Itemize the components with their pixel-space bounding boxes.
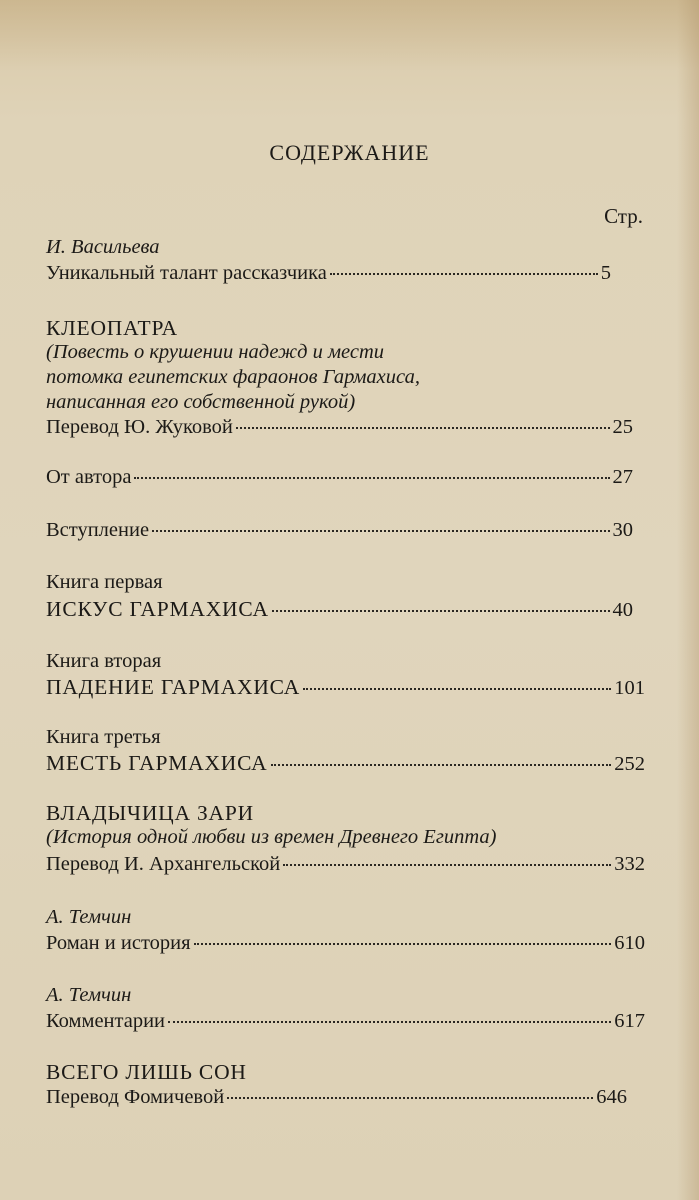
toc-entry[interactable] — [46, 1010, 645, 1033]
toc-entry-title: Перевод Фомичевой — [46, 1086, 225, 1108]
toc-entry[interactable] — [46, 597, 633, 622]
toc-section-subtitle: потомка египетских фараонов Гармахиса, — [46, 366, 420, 388]
toc-entry[interactable] — [46, 262, 611, 285]
toc-book-label: Книга третья — [46, 726, 161, 748]
toc-entry-title: Перевод И. Архангельской — [46, 853, 281, 875]
toc-entry-page: 30 — [612, 519, 633, 541]
toc-entry-page: 610 — [614, 932, 645, 954]
toc-section-subtitle: написанная его собственной рукой) — [46, 391, 356, 413]
toc-entry[interactable] — [46, 853, 645, 876]
toc-entry-page: 27 — [612, 466, 633, 488]
page-column-label: Стр. — [604, 204, 643, 228]
toc-entry-title: ПАДЕНИЕ ГАРМАХИСА — [46, 675, 301, 699]
toc-entry-page: 646 — [596, 1086, 627, 1108]
toc-entry-title: Комментарии — [46, 1010, 166, 1032]
toc-leader-dots — [134, 477, 609, 479]
toc-entry[interactable] — [46, 675, 645, 700]
toc-author: И. Васильева — [46, 236, 160, 258]
toc-section-subtitle: (Повесть о крушении надежд и мести — [46, 341, 385, 363]
toc-entry[interactable] — [46, 751, 645, 776]
toc-entry-page: 252 — [614, 753, 645, 775]
toc-leader-dots — [303, 688, 611, 690]
toc-entry[interactable] — [46, 416, 633, 439]
toc-entry[interactable] — [46, 519, 633, 542]
toc-leader-dots — [272, 610, 610, 612]
toc-section-title: ВЛАДЫЧИЦА ЗАРИ — [46, 801, 254, 825]
toc-leader-dots — [168, 1021, 611, 1023]
toc-entry-title: Уникальный талант рассказчика — [46, 262, 327, 284]
toc-leader-dots — [236, 427, 610, 429]
toc-section-title: ВСЕГО ЛИШЬ СОН — [46, 1060, 247, 1084]
toc-entry-title: Вступление — [46, 519, 150, 541]
toc-entry-title: Перевод Ю. Жуковой — [46, 416, 233, 438]
toc-entry[interactable] — [46, 932, 645, 955]
toc-leader-dots — [330, 273, 598, 275]
toc-author: А. Темчин — [46, 906, 132, 928]
toc-leader-dots — [283, 864, 611, 866]
page-title: СОДЕРЖАНИЕ — [269, 140, 430, 165]
toc-entry-page: 617 — [614, 1010, 645, 1032]
toc-book-label: Книга первая — [46, 571, 163, 593]
toc-entry-title: От автора — [46, 466, 132, 488]
toc-section-title: КЛЕОПАТРА — [46, 316, 178, 340]
toc-leader-dots — [271, 764, 612, 766]
toc-leader-dots — [194, 943, 612, 945]
toc-entry-title: ИСКУС ГАРМАХИСА — [46, 597, 269, 621]
toc-leader-dots — [227, 1097, 593, 1099]
toc-entry-title: МЕСТЬ ГАРМАХИСА — [46, 751, 268, 775]
toc-book-label: Книга вторая — [46, 650, 162, 672]
toc-entry-page: 40 — [612, 599, 633, 621]
toc-entry-page: 101 — [614, 677, 645, 699]
toc-entry-page: 332 — [614, 853, 645, 875]
toc-leader-dots — [152, 530, 609, 532]
toc-section-subtitle: (История одной любви из времен Древнего Египта) — [46, 826, 497, 848]
toc-entry[interactable] — [46, 1086, 627, 1109]
toc-entry-page: 5 — [600, 262, 611, 284]
toc-entry-title: Роман и история — [46, 932, 191, 954]
toc-entry-page: 25 — [612, 416, 633, 438]
toc-author: А. Темчин — [46, 984, 132, 1006]
toc-entry[interactable] — [46, 466, 633, 489]
